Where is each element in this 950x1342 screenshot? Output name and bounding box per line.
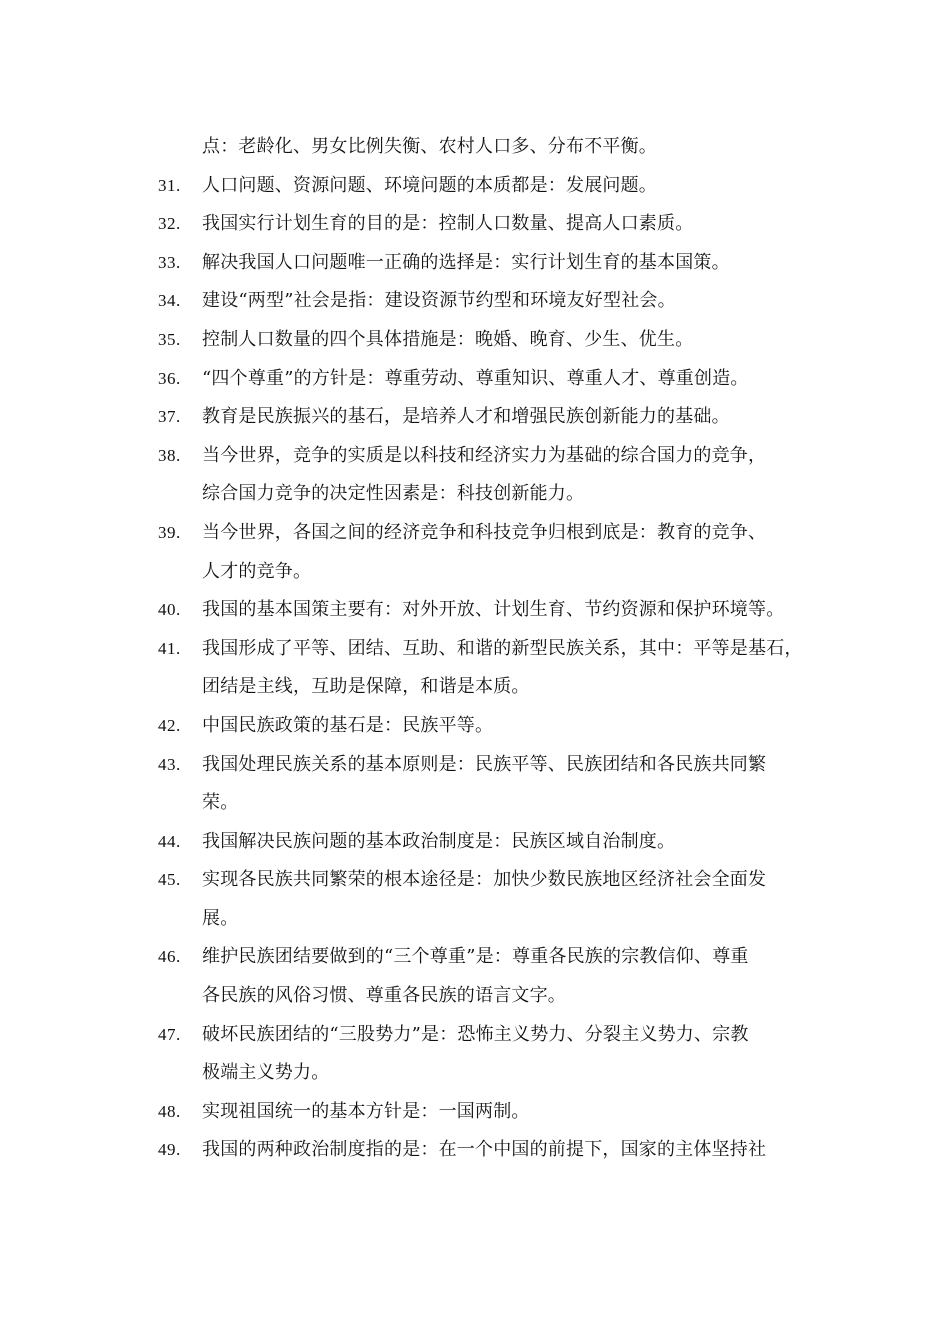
list-item xyxy=(158,398,798,437)
list-item xyxy=(158,1016,798,1093)
item-text-line: 我国的两种政治制度指的是：在一个中国的前提下，国家的主体坚持社 xyxy=(202,1139,767,1161)
item-number: 36. xyxy=(158,368,181,388)
item-text-line: 建设“两型”社会是指：建设资源节约型和环境友好型社会。 xyxy=(202,290,676,312)
item-number: 33. xyxy=(158,252,181,272)
list-item xyxy=(158,823,798,862)
item-number: 31. xyxy=(158,175,181,195)
item-number: 37. xyxy=(158,407,181,427)
item-text-line: 团结是主线，互助是保障，和谐是本质。 xyxy=(202,676,530,698)
list-item xyxy=(158,321,798,360)
item-number: 42. xyxy=(158,715,181,735)
item-text xyxy=(202,746,798,823)
item-text xyxy=(202,360,798,399)
item-number: 38. xyxy=(158,445,181,465)
numbered-list xyxy=(158,128,803,1170)
item-number: 43. xyxy=(158,754,181,774)
item-text-line: 我国形成了平等、团结、互助、和谐的新型民族关系，其中：平等是基石， xyxy=(202,637,803,659)
item-text xyxy=(202,437,798,514)
item-text-line: 人口问题、资源问题、环境问题的本质都是：发展问题。 xyxy=(202,174,657,196)
item-text xyxy=(202,244,798,283)
item-text-line: 控制人口数量的四个具体措施是：晚婚、晚育、少生、优生。 xyxy=(202,328,694,350)
item-text-line: 当今世界，各国之间的经济竞争和科技竞争归根到底是：教育的竞争、 xyxy=(202,521,767,543)
item-text xyxy=(202,321,798,360)
list-item xyxy=(158,128,798,167)
item-text-line: 解决我国人口问题唯一正确的选择是：实行计划生育的基本国策。 xyxy=(202,251,730,273)
item-text xyxy=(202,1131,798,1170)
item-text-line: “四个尊重”的方针是：尊重劳动、尊重知识、尊重人才、尊重创造。 xyxy=(202,367,749,389)
list-item xyxy=(158,282,798,321)
list-item xyxy=(158,1131,798,1170)
item-text-line: 实现各民族共同繁荣的根本途径是：加快少数民族地区经济社会全面发 xyxy=(202,869,767,891)
list-item xyxy=(158,707,798,746)
item-text xyxy=(202,1016,798,1093)
item-text xyxy=(202,167,798,206)
list-item xyxy=(158,1093,798,1132)
item-text xyxy=(202,398,798,437)
list-item xyxy=(158,244,798,283)
list-item xyxy=(158,514,798,591)
item-text-line: 中国民族政策的基石是：民族平等。 xyxy=(202,714,494,736)
item-text xyxy=(202,282,798,321)
item-number: 48. xyxy=(158,1101,181,1121)
item-number: 32. xyxy=(158,214,181,234)
item-text-line: 综合国力竞争的决定性因素是：科技创新能力。 xyxy=(202,483,585,505)
item-text-line: 点：老龄化、男女比例失衡、农村人口多、分布不平衡。 xyxy=(202,136,657,157)
item-text-line: 我国解决民族问题的基本政治制度是：民族区域自治制度。 xyxy=(202,830,676,852)
list-item xyxy=(158,861,798,938)
item-text xyxy=(202,514,798,591)
item-text-line: 破坏民族团结的“三股势力”是：恐怖主义势力、分裂主义势力、宗教 xyxy=(202,1023,749,1045)
item-text-line: 我国的基本国策主要有：对外开放、计划生育、节约资源和保护环境等。 xyxy=(202,599,785,621)
item-number: 39. xyxy=(158,522,181,542)
list-item xyxy=(158,591,798,630)
item-text-line: 实现祖国统一的基本方针是：一国两制。 xyxy=(202,1100,530,1122)
list-item xyxy=(158,167,798,206)
item-text xyxy=(202,1093,798,1132)
item-text xyxy=(202,630,803,707)
item-number: 35. xyxy=(158,329,181,349)
list-item xyxy=(158,938,798,1015)
list-item xyxy=(158,746,798,823)
item-text xyxy=(202,861,798,938)
item-text-line: 我国处理民族关系的基本原则是：民族平等、民族团结和各民族共同繁 xyxy=(202,753,767,775)
item-text-line: 教育是民族振兴的基石，是培养人才和增强民族创新能力的基础。 xyxy=(202,406,730,428)
item-text-line: 各民族的风俗习惯、尊重各民族的语言文字。 xyxy=(202,985,566,1007)
list-item xyxy=(158,360,798,399)
item-text xyxy=(202,823,798,862)
list-item xyxy=(158,437,798,514)
item-text-line: 维护民族团结要做到的“三个尊重”是：尊重各民族的宗教信仰、尊重 xyxy=(202,946,749,968)
item-text xyxy=(202,205,798,244)
item-number: 49. xyxy=(158,1140,181,1160)
list-item xyxy=(158,205,798,244)
item-number: 34. xyxy=(158,291,181,311)
item-text-line: 我国实行计划生育的目的是：控制人口数量、提高人口素质。 xyxy=(202,213,694,235)
item-text-line: 当今世界，竞争的实质是以科技和经济实力为基础的综合国力的竞争， xyxy=(202,444,767,466)
item-text-line: 展。 xyxy=(202,907,239,929)
item-text xyxy=(202,128,798,167)
list-item xyxy=(158,630,803,707)
item-number: 47. xyxy=(158,1024,181,1044)
item-text xyxy=(202,938,798,1015)
item-text-line: 人才的竞争。 xyxy=(202,560,312,582)
item-text xyxy=(202,591,798,630)
item-number: 40. xyxy=(158,600,181,620)
item-text-line: 荣。 xyxy=(202,792,239,814)
item-text xyxy=(202,707,798,746)
item-number: 45. xyxy=(158,870,181,890)
item-number: 41. xyxy=(158,638,181,658)
item-number: 44. xyxy=(158,831,181,851)
item-text-line: 极端主义势力。 xyxy=(202,1062,330,1084)
item-number: 46. xyxy=(158,947,181,967)
